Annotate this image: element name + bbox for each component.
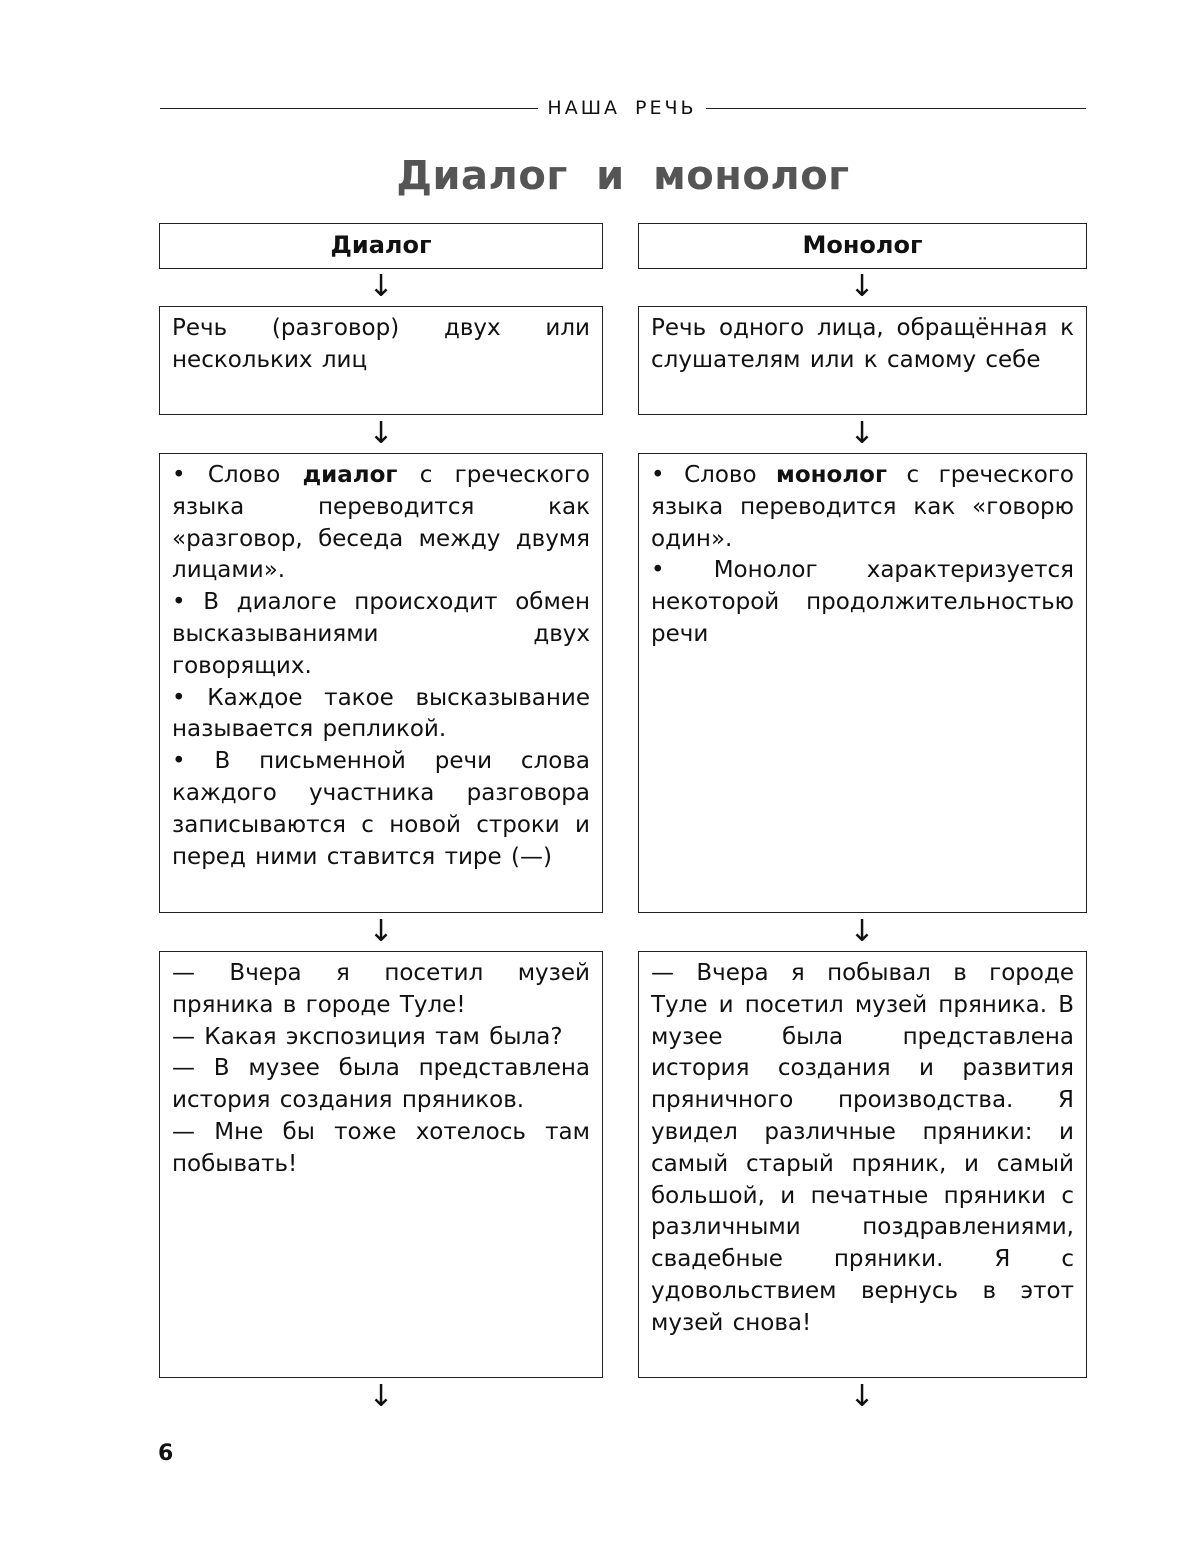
monolog-definition: Речь одного лица, обращённая к слушателям или к самому себе <box>651 315 1074 373</box>
monolog-definition-box <box>638 306 1087 415</box>
down-arrow-icon: ↓ <box>368 914 394 949</box>
monolog-heading: Монолог <box>802 231 923 259</box>
dialog-line: — Мне бы тоже хотелось там побывать! <box>172 1118 590 1177</box>
down-arrow-icon: ↓ <box>849 416 875 451</box>
section-label: НАША РЕЧЬ <box>547 97 697 119</box>
monolog-fact: • Слово монолог с греческого языка переводится как «говорю один». <box>651 462 1074 552</box>
dialog-definition: Речь (разговор) двух или нескольких лиц <box>172 315 590 373</box>
dialog-heading: Диалог <box>330 231 432 259</box>
down-arrow-icon: ↓ <box>368 416 394 451</box>
down-arrow-icon: ↓ <box>849 269 875 304</box>
monolog-heading-box <box>638 223 1087 269</box>
dialog-line: — Какая экспозиция там была? <box>172 1023 563 1050</box>
dialog-term: диалог <box>302 462 398 488</box>
down-arrow-icon: ↓ <box>368 1379 394 1414</box>
dialog-fact: • В диалоге происходит обмен высказываниями двух говорящих. <box>172 589 590 679</box>
monolog-term: монолог <box>776 462 887 488</box>
dialog-example-box <box>159 951 603 1378</box>
monolog-text: — Вчера я побывал в городе Туле и посетил музей пряника. В музее была представлена история создания и развития пряничного производства. Я увидел различные пряники: и самый старый пряник, и самый большой, и печатные пряники с различными поздравлениями, свадебные пряники. Я с удовольствием вернусь в этот музей снова! <box>651 960 1074 1336</box>
dialog-heading-box <box>159 223 603 269</box>
dialog-fact: • Слово диалог с греческого языка переводится как «разговор, беседа между двумя лицами». <box>172 462 590 584</box>
header-rule-left <box>160 108 538 109</box>
monolog-fact: • Монолог характеризуется некоторой продолжительностью речи <box>651 557 1074 647</box>
page-title: Диалог и монолог <box>396 153 850 199</box>
down-arrow-icon: ↓ <box>849 1379 875 1414</box>
down-arrow-icon: ↓ <box>849 914 875 949</box>
dialog-line: — В музее была представлена история создания пряников. <box>172 1055 590 1114</box>
header-rule-right <box>706 108 1086 109</box>
dialog-fact: • Каждое такое высказывание называется репликой. <box>172 684 590 743</box>
down-arrow-icon: ↓ <box>368 269 394 304</box>
page-number: 6 <box>158 1441 174 1466</box>
dialog-facts-box <box>159 453 603 913</box>
dialog-line: — Вчера я посетил музей пряника в городе Туле! <box>172 960 590 1018</box>
monolog-facts-box <box>638 453 1087 913</box>
dialog-definition-box <box>159 306 603 415</box>
monolog-example-box <box>638 951 1087 1378</box>
dialog-fact: • В письменной речи слова каждого участника разговора записываются с новой строки и перед ними ставится тире (—) <box>172 748 590 870</box>
